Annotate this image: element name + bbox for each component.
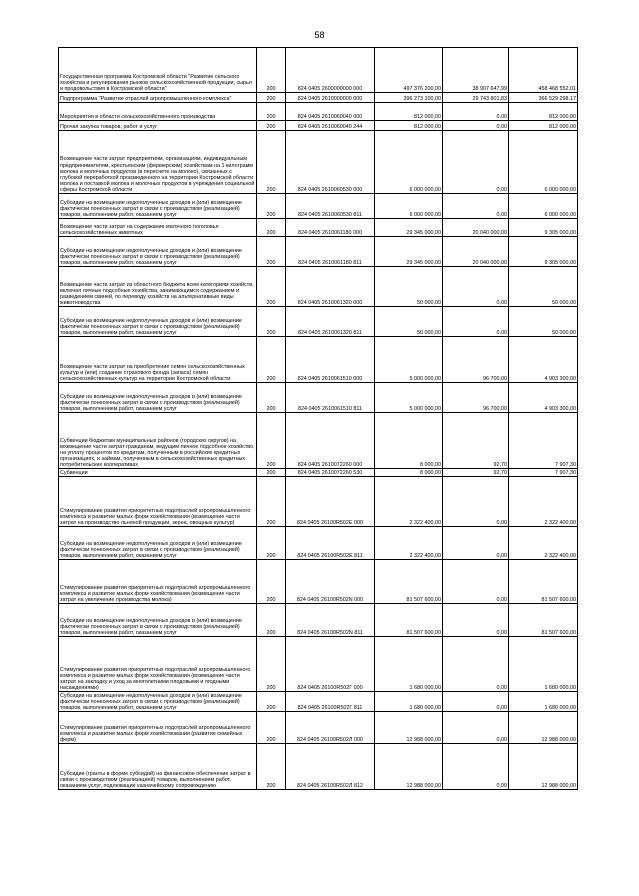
row-grbs-code: 200 <box>257 93 286 103</box>
row-remaining-amount: 1 680 000,00 <box>509 692 578 712</box>
row-grbs-code: 200 <box>257 121 286 131</box>
row-name: Возмещение части затрат из областного бюджета всем категориям хозяйств, включая личные подсобные хозяйства, занимающимся содержанием и разведением свиней, по переводу хозяйств на альтернативные виды животноводства <box>59 267 257 307</box>
table-row <box>59 307 578 337</box>
row-plan-amount: 5 000 000,00 <box>375 337 443 383</box>
row-budget-code: 824 0405 26100R502N 811 <box>286 604 375 637</box>
row-plan-amount: 1 680 000,00 <box>375 637 443 692</box>
table-row <box>59 744 578 790</box>
table-row <box>59 131 578 194</box>
row-grbs-code: 200 <box>257 267 286 307</box>
row-remaining-amount: 12 988 000,00 <box>509 744 578 790</box>
row-remaining-amount: 4 903 300,00 <box>509 383 578 413</box>
row-executed-amount: 20 040 000,00 <box>443 219 509 237</box>
row-remaining-amount: 2 322 400,00 <box>509 477 578 527</box>
row-name: Субвенции <box>59 469 257 477</box>
table-row <box>59 637 578 692</box>
table-row <box>59 337 578 383</box>
row-plan-amount: 6 000 000,00 <box>375 194 443 219</box>
row-name: Субвенции бюджетам муниципальных районов (городских округов) на возмещение части затрат гражданам, ведущим личное подсобное хозяйство, на уплату процентов по кредитам, полученным в российских кредитных организациях, и займам, полученным в сельскохозяйственных кредитных потребительских кооперативах <box>59 413 257 469</box>
row-remaining-amount: 458 468 552,01 <box>509 48 578 93</box>
row-executed-amount: 0,00 <box>443 103 509 121</box>
row-budget-code: 824 0405 2610061320 811 <box>286 307 375 337</box>
row-plan-amount: 2 322 400,00 <box>375 477 443 527</box>
row-plan-amount: 812 000,00 <box>375 103 443 121</box>
row-name: Мероприятия в области сельскохозяйственного производства <box>59 103 257 121</box>
budget-table <box>58 47 578 790</box>
row-name: Субсидии на возмещение недополученных доходов и (или) возмещение фактически понесенных затрат в связи с производством (реализацией) товаров, выполнением работ, оказанием услуг <box>59 527 257 560</box>
row-grbs-code: 200 <box>257 383 286 413</box>
row-remaining-amount: 50 000,00 <box>509 307 578 337</box>
row-executed-amount: 0,00 <box>443 637 509 692</box>
row-budget-code: 824 0405 26100R502Г 811 <box>286 692 375 712</box>
row-name: Субсидии на возмещение недополученных доходов и (или) возмещение фактически понесенных затрат в связи с производством (реализацией) товаров, выполнением работ, оказанием услуг <box>59 194 257 219</box>
table-row <box>59 103 578 121</box>
row-executed-amount: 0,00 <box>443 527 509 560</box>
row-name: Возмещение части затрат на приобретение семян сельскохозяйственных культур и (или) создание страхового фонда (запаса) семян сельскохозяйственных культур на территории Костромской области <box>59 337 257 383</box>
row-executed-amount: 38 907 647,99 <box>443 48 509 93</box>
row-budget-code: 824 0405 26100R502N 000 <box>286 560 375 604</box>
row-plan-amount: 812 000,00 <box>375 121 443 131</box>
row-remaining-amount: 6 000 000,00 <box>509 194 578 219</box>
row-remaining-amount: 7 907,30 <box>509 469 578 477</box>
table-row <box>59 48 578 93</box>
row-grbs-code: 200 <box>257 103 286 121</box>
row-grbs-code: 200 <box>257 477 286 527</box>
budget-table-body <box>59 48 578 790</box>
row-plan-amount: 12 988 000,00 <box>375 744 443 790</box>
row-plan-amount: 497 376 200,00 <box>375 48 443 93</box>
row-executed-amount: 0,00 <box>443 267 509 307</box>
row-name: Субсидии на возмещение недополученных доходов и (или) возмещение фактически понесенных затрат в связи с производством (реализацией) товаров, выполнением работ, оказанием услуг <box>59 307 257 337</box>
row-remaining-amount: 7 907,30 <box>509 413 578 469</box>
table-row <box>59 267 578 307</box>
table-row <box>59 604 578 637</box>
row-grbs-code: 200 <box>257 560 286 604</box>
row-plan-amount: 8 000,00 <box>375 469 443 477</box>
row-budget-code: 824 0405 2610060040 244 <box>286 121 375 131</box>
row-budget-code: 824 0405 26100R502Л 000 <box>286 712 375 744</box>
row-budget-code: 824 0405 26100R502Л 812 <box>286 744 375 790</box>
row-executed-amount: 29 743 801,83 <box>443 93 509 103</box>
row-executed-amount: 0,00 <box>443 604 509 637</box>
row-plan-amount: 2 322 400,00 <box>375 527 443 560</box>
row-executed-amount: 0,00 <box>443 560 509 604</box>
row-name: Государственная программа Костромской области "Развитие сельского хозяйства и регулирования рынков сельскохозяйственной продукции, сырья и продовольствия в Костромской области" <box>59 48 257 93</box>
table-row <box>59 712 578 744</box>
row-executed-amount: 0,00 <box>443 194 509 219</box>
row-budget-code: 824 0405 26100R502E 811 <box>286 527 375 560</box>
row-budget-code: 824 0405 26100R502Г 000 <box>286 637 375 692</box>
row-budget-code: 824 0405 2610072260 530 <box>286 469 375 477</box>
row-budget-code: 824 0405 2610060530 811 <box>286 194 375 219</box>
table-row <box>59 121 578 131</box>
row-grbs-code: 200 <box>257 237 286 267</box>
row-budget-code: 824 0405 2610061510 000 <box>286 337 375 383</box>
table-row <box>59 477 578 527</box>
row-plan-amount: 1 680 000,00 <box>375 692 443 712</box>
row-plan-amount: 50 000,00 <box>375 267 443 307</box>
row-name: Возмещение части затрат предприятиям, организациям, индивидуальным предпринимателям, крестьянским (фермерским) хозяйствам на 1 килограмм молока и молочных продуктов (в пересчете на молоко), связанных с глубокой переработкой произведенного на территории Костромской области молока и поставкой молока и молочных продуктов в учреждения социальной сферы Костромской области <box>59 131 257 194</box>
row-remaining-amount: 1 680 000,00 <box>509 637 578 692</box>
row-grbs-code: 200 <box>257 194 286 219</box>
row-grbs-code: 200 <box>257 527 286 560</box>
row-plan-amount: 29 345 000,00 <box>375 237 443 267</box>
row-plan-amount: 8 000,00 <box>375 413 443 469</box>
row-grbs-code: 200 <box>257 48 286 93</box>
row-budget-code: 824 0405 2610060530 000 <box>286 131 375 194</box>
row-remaining-amount: 4 903 300,00 <box>509 337 578 383</box>
row-remaining-amount: 50 000,00 <box>509 267 578 307</box>
row-executed-amount: 0,00 <box>443 307 509 337</box>
row-budget-code: 824 0405 2610061320 000 <box>286 267 375 307</box>
row-name: Субсидии на возмещение недополученных доходов и (или) возмещение фактически понесенных затрат в связи с производством (реализацией) товаров, выполнением работ, оказанием услуг <box>59 383 257 413</box>
row-plan-amount: 29 345 000,00 <box>375 219 443 237</box>
table-row <box>59 527 578 560</box>
row-remaining-amount: 6 000 000,00 <box>509 131 578 194</box>
table-row <box>59 383 578 413</box>
row-executed-amount: 96 700,00 <box>443 383 509 413</box>
row-remaining-amount: 81 507 600,00 <box>509 604 578 637</box>
row-budget-code: 824 0405 2610060040 000 <box>286 103 375 121</box>
row-budget-code: 824 0405 2610061180 000 <box>286 219 375 237</box>
row-remaining-amount: 812 000,00 <box>509 121 578 131</box>
row-plan-amount: 5 000 000,00 <box>375 383 443 413</box>
row-executed-amount: 0,00 <box>443 712 509 744</box>
row-grbs-code: 200 <box>257 712 286 744</box>
row-grbs-code: 200 <box>257 469 286 477</box>
row-executed-amount: 0,00 <box>443 744 509 790</box>
row-plan-amount: 81 507 600,00 <box>375 604 443 637</box>
row-plan-amount: 12 988 000,00 <box>375 712 443 744</box>
row-remaining-amount: 9 305 000,00 <box>509 237 578 267</box>
row-executed-amount: 0,00 <box>443 692 509 712</box>
row-remaining-amount: 12 988 000,00 <box>509 712 578 744</box>
row-grbs-code: 200 <box>257 131 286 194</box>
row-name: Субсидии (гранты в форме субсидий) на финансовое обеспечение затрат в связи с производством (реализацией) товаров, выполнением работ, оказанием услуг, подлежащие казначейскому сопровождению <box>59 744 257 790</box>
table-row <box>59 237 578 267</box>
row-grbs-code: 200 <box>257 307 286 337</box>
row-grbs-code: 200 <box>257 337 286 383</box>
row-name: Стимулирование развития приоритетных подотраслей агропромышленного комплекса и развитие малых форм хозяйствования (возмещение части затрат на производство льняной продукции, зерна, овощных культур) <box>59 477 257 527</box>
row-executed-amount: 0,00 <box>443 477 509 527</box>
row-name: Прочая закупка товаров, работ и услуг <box>59 121 257 131</box>
page-number: 58 <box>314 30 325 40</box>
row-remaining-amount: 2 322 400,00 <box>509 527 578 560</box>
row-grbs-code: 200 <box>257 744 286 790</box>
row-remaining-amount: 81 507 600,00 <box>509 560 578 604</box>
row-executed-amount: 92,70 <box>443 469 509 477</box>
table-row <box>59 469 578 477</box>
row-grbs-code: 200 <box>257 604 286 637</box>
row-grbs-code: 200 <box>257 692 286 712</box>
row-name: Стимулирование развития приоритетных подотраслей агропромышленного комплекса и развитие малых форм хозяйствования (развитие семейных ферм) <box>59 712 257 744</box>
row-executed-amount: 96 700,00 <box>443 337 509 383</box>
row-name: Возмещение части затрат на содержание маточного поголовья сельскохозяйственных животных <box>59 219 257 237</box>
table-row <box>59 692 578 712</box>
row-remaining-amount: 366 529 298,17 <box>509 93 578 103</box>
row-name: Субсидии на возмещение недополученных доходов и (или) возмещение фактически понесенных затрат в связи с производством (реализацией) товаров, выполнением работ, оказанием услуг <box>59 237 257 267</box>
row-remaining-amount: 812 000,00 <box>509 103 578 121</box>
row-grbs-code: 200 <box>257 637 286 692</box>
table-row <box>59 219 578 237</box>
row-plan-amount: 50 000,00 <box>375 307 443 337</box>
row-name: Субсидии на возмещение недополученных доходов и (или) возмещение фактически понесенных затрат в связи с производством (реализацией) товаров, выполнением работ, оказанием услуг <box>59 604 257 637</box>
table-row <box>59 413 578 469</box>
row-grbs-code: 200 <box>257 219 286 237</box>
row-plan-amount: 81 507 600,00 <box>375 560 443 604</box>
row-executed-amount: 0,00 <box>443 131 509 194</box>
row-name: Субсидии на возмещение недополученных доходов и (или) возмещение фактически понесенных затрат в связи с производством (реализацией) товаров, выполнением работ, оказанием услуг <box>59 692 257 712</box>
row-budget-code: 824 0405 26100R502E 000 <box>286 477 375 527</box>
table-row <box>59 560 578 604</box>
row-name: Стимулирование развития приоритетных подотраслей агропромышленного комплекса и развитие малых форм хозяйствования (возмещение части затрат на закладку и уход за многолетними плодовыми и ягодными насаждениями) <box>59 637 257 692</box>
row-name: Подпрограмма "Развитие отраслей агропромышленного комплекса" <box>59 93 257 103</box>
row-grbs-code: 200 <box>257 413 286 469</box>
row-plan-amount: 396 273 100,00 <box>375 93 443 103</box>
row-executed-amount: 92,70 <box>443 413 509 469</box>
row-budget-code: 824 0405 2610061180 811 <box>286 237 375 267</box>
row-budget-code: 824 0405 2610072260 000 <box>286 413 375 469</box>
row-budget-code: 824 0405 2600000000 000 <box>286 48 375 93</box>
row-budget-code: 824 0405 2610000000 000 <box>286 93 375 103</box>
row-name: Стимулирование развития приоритетных подотраслей агропромышленного комплекса и развитие малых форм хозяйствования (возмещение части затрат на увеличение производства молока) <box>59 560 257 604</box>
row-executed-amount: 0,00 <box>443 121 509 131</box>
table-row <box>59 194 578 219</box>
row-budget-code: 824 0405 2610061510 811 <box>286 383 375 413</box>
row-plan-amount: 6 000 000,00 <box>375 131 443 194</box>
row-executed-amount: 20 040 000,00 <box>443 237 509 267</box>
row-remaining-amount: 9 305 000,00 <box>509 219 578 237</box>
table-row <box>59 93 578 103</box>
